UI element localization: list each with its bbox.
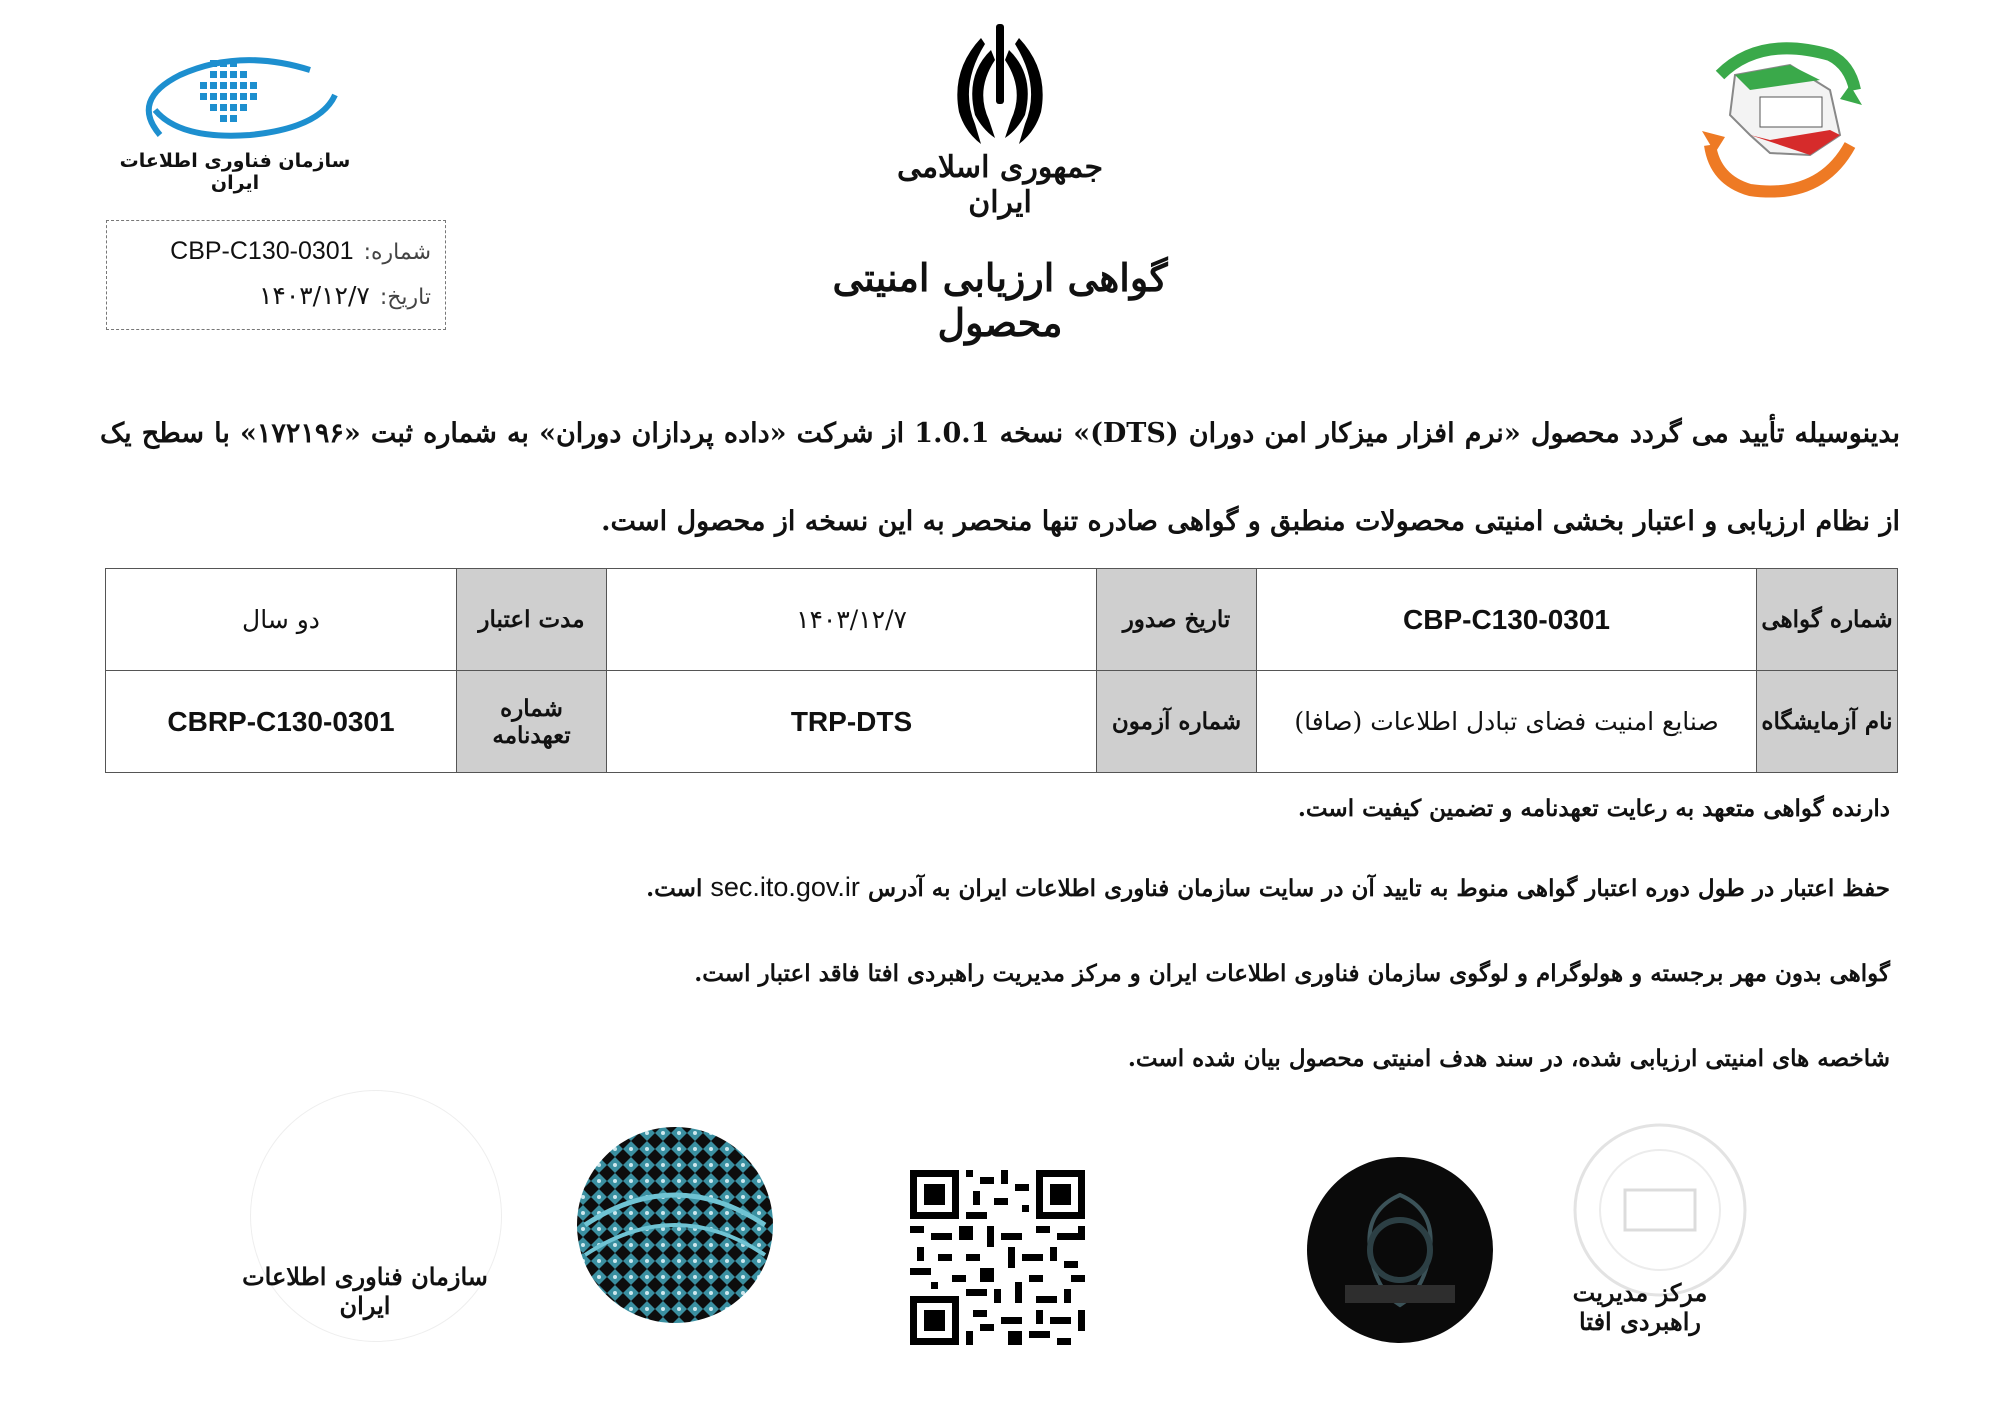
date-label: تاریخ: [379, 285, 431, 310]
hologram-seal-icon [575, 1125, 775, 1325]
ito-logo [120, 40, 360, 150]
afta-logo [1690, 35, 1870, 205]
lab-name-value: صنایع امنیت فضای تبادل اطلاعات (صافا) [1257, 671, 1757, 773]
table-row [106, 671, 1898, 773]
commitment-number-label: شماره تعهدنامه [457, 671, 607, 773]
embossed-stamp-icon [1530, 1120, 1790, 1300]
table-row [106, 569, 1898, 671]
iran-emblem-icon [945, 20, 1055, 148]
website-link[interactable]: sec.ito.gov.ir [710, 872, 860, 902]
note-validity [646, 872, 1890, 903]
cert-number-label: شماره گواهی [1757, 569, 1898, 671]
note-validity-end: است. [646, 875, 703, 902]
test-number-value: TRP-DTS [607, 671, 1097, 773]
certificate-number-box [106, 220, 446, 330]
intro-paragraph: بدینوسیله تأیید می گردد محصول «نرم افزار میزکار امن دوران (DTS)» نسخه 1.0.1 از شرکت «داده پردازان دوران» به شماره ثبت «۱۷۲۱۹۶» با سطح یک از نظام ارزیابی و اعتبار بخشی امنیتی محصولات منطبق و گواهی صادره تنها منحصر به این نسخه از محصول است. [100, 418, 1901, 537]
date-value: ۱۴۰۳/۱۲/۷ [258, 281, 370, 310]
afta-seal-icon [1305, 1155, 1495, 1345]
commitment-number-value: CBRP-C130-0301 [106, 671, 457, 773]
number-value: CBP-C130-0301 [170, 237, 354, 265]
lab-name-label: نام آزمایشگاه [1757, 671, 1898, 773]
validity-value: دو سال [106, 569, 457, 671]
note-hologram: گواهی بدون مهر برجسته و هولوگرام و لوگوی سازمان فناوری اطلاعات ایران و مرکز مدیریت راهبردی افتا فاقد اعتبار است. [694, 960, 1890, 987]
republic-title: جمهوری اسلامی ایران [896, 150, 1104, 220]
note-commitment: دارنده گواهی متعهد به رعایت تعهدنامه و تضمین کیفیت است. [1297, 795, 1890, 822]
number-row [170, 237, 431, 266]
certificate-info-table [105, 568, 1898, 773]
test-number-label: شماره آزمون [1097, 671, 1257, 773]
cert-number-value: CBP-C130-0301 [1257, 569, 1757, 671]
note-validity-text: حفظ اعتبار در طول دوره اعتبار گواهی منوط به تایید آن در سایت سازمان فناوری اطلاعات ایران به آدرس [867, 875, 1890, 902]
signature-afta: مرکز مدیریت راهبردی افتا [1572, 1278, 1708, 1336]
ito-org-name: سازمان فناوری اطلاعات ایران [119, 150, 351, 194]
number-label: شماره: [363, 240, 431, 265]
validity-label: مدت اعتبار [457, 569, 607, 671]
date-row [259, 281, 431, 310]
certificate-title: گواهی ارزیابی امنیتی محصول [832, 255, 1168, 345]
issue-date-label: تاریخ صدور [1097, 569, 1257, 671]
signature-ito: سازمان فناوری اطلاعات ایران [242, 1262, 488, 1320]
note-security-target: شاخصه های امنیتی ارزیابی شده، در سند هدف امنیتی محصول بیان شده است. [1127, 1045, 1890, 1072]
qr-code-icon[interactable] [910, 1170, 1085, 1345]
issue-date-value: ۱۴۰۳/۱۲/۷ [607, 569, 1097, 671]
